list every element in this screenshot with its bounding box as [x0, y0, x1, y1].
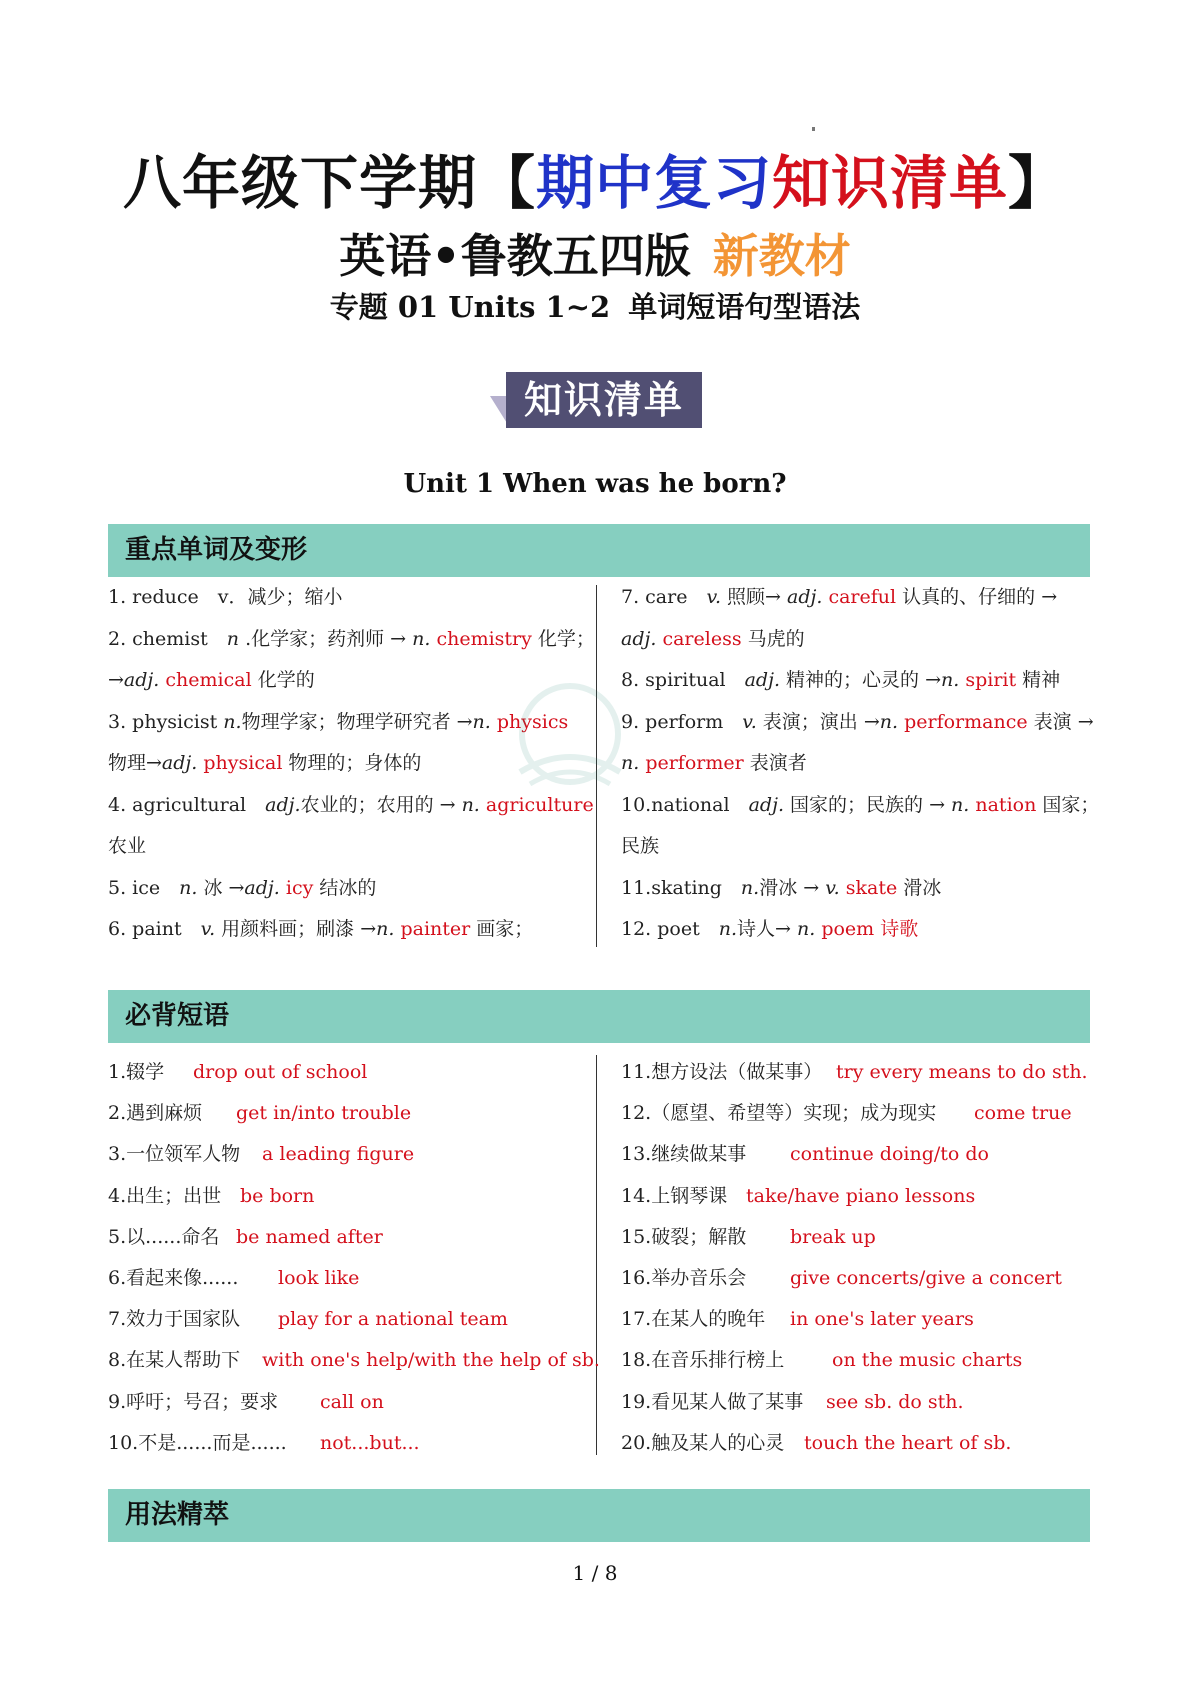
phrase-chinese: 11.想方设法（做某事） [621, 1061, 823, 1083]
vocab-red1: careful [822, 586, 897, 608]
vocab-red1: painter [394, 918, 471, 940]
section-bar-phrases [108, 990, 1090, 1043]
phrase-english: with one's help/with the help of sb. [262, 1349, 600, 1372]
phrase-english: in one's later years [790, 1308, 974, 1331]
phrase-english-line [804, 1430, 1011, 1456]
vocab-pos1: v. [742, 710, 757, 733]
vocab-pre: 物理→ [108, 752, 162, 774]
stray-dot [812, 127, 815, 131]
vocab-post: 精神 [1016, 669, 1061, 691]
vocab-red1: chemistry [430, 627, 532, 650]
vocab-post: 滑冰 [897, 876, 942, 899]
vocab-pre: 11.skating [621, 876, 741, 899]
vocab-pos1: n. [621, 752, 640, 774]
vocab-red1: nation [969, 793, 1037, 816]
vocab-red1: skate [839, 876, 898, 899]
section-bar-usage [108, 1489, 1090, 1542]
vocab-mid1: 用颜料画；刷漆 → [215, 918, 377, 940]
page-subtitle [0, 228, 1190, 284]
vocab-pre: 6. paint [108, 918, 201, 940]
section-title-usage: 用法精萃 [125, 1500, 230, 1530]
vocab-pos2: n. [376, 918, 395, 940]
phrase-english-line [240, 1183, 314, 1209]
vocab-red1: physics [490, 710, 569, 733]
vocab-pre: 8. spiritual [621, 669, 745, 691]
vocab-post: 化学； [531, 627, 595, 650]
phrase-english-line [746, 1183, 975, 1209]
vocab-red1: icy [279, 876, 314, 899]
phrase-english-line [790, 1224, 876, 1250]
phrase-english: get in/into trouble [236, 1102, 412, 1125]
phrase-chinese: 4.出生；出世 [108, 1184, 222, 1207]
vocab-mid1: 国家的；民族的 → [784, 793, 952, 816]
vocab-post: 表演 → [1027, 710, 1094, 733]
vocab-pos1: n. [740, 876, 760, 899]
vocab-red1: performer [639, 752, 744, 774]
page-title [0, 148, 1190, 218]
title-part-2: 期中复习 [535, 149, 772, 217]
vocab-line [108, 750, 421, 776]
phrase-chinese: 14.上钢琴课 [621, 1184, 728, 1207]
vocab-pre: 9. perform [621, 710, 743, 733]
vocab-pos1: v. [706, 586, 721, 608]
vocab-pre: 1. reduce v．减少；缩小 [108, 586, 343, 608]
phrase-chinese: 10.不是......而是...... [108, 1431, 287, 1454]
phrase-chinese: 7.效力于国家队 [108, 1308, 241, 1331]
phrase-english-line [790, 1306, 974, 1332]
vocab-red1: spirit [959, 669, 1017, 691]
unit-title: Unit 1 When was he born? [403, 469, 787, 499]
vocab-mid1: .化学家；药剂师 → [239, 627, 413, 650]
vocab-pre: → [108, 669, 124, 691]
phrase-english-line [278, 1265, 359, 1291]
vocab-pos1: n. [718, 918, 738, 940]
vocab-line [108, 916, 533, 942]
section-title-vocab: 重点单词及变形 [125, 535, 308, 565]
phrase-english-line [320, 1430, 420, 1456]
vocab-line [108, 626, 595, 652]
vocab-post: 认真的、仔细的 → [896, 586, 1058, 608]
phrase-english-line [790, 1265, 1062, 1291]
vocab-red1: performance [898, 710, 1028, 733]
vocab-pos2: n. [941, 669, 960, 691]
phrase-english-line [790, 1141, 989, 1167]
vocab-line [108, 584, 343, 610]
phrase-english: be born [240, 1184, 315, 1207]
phrase-english-line [320, 1389, 384, 1415]
vocab-pos2: n. [461, 793, 480, 816]
vocab-pre: 2. chemist [108, 627, 227, 650]
vocab-line [621, 584, 1057, 610]
vocab-mid1: 精神的；心灵的 → [780, 669, 942, 691]
section-title-phrases: 必背短语 [125, 1001, 230, 1031]
phrase-english: continue doing/to do [790, 1143, 989, 1166]
phrase-english: on the music charts [832, 1349, 1023, 1372]
vocab-pos1: adj. [161, 752, 198, 774]
phrase-english: be named after [236, 1225, 383, 1248]
vocab-pre: 12. poet [621, 918, 719, 940]
book-logo-icon [490, 672, 650, 802]
subtitle-main: 英语•鲁教五四版 [339, 229, 691, 283]
phrase-english: come true [974, 1102, 1072, 1125]
page-number: 1 / 8 [572, 1561, 618, 1585]
title-part-3: 知识清单 [772, 149, 1009, 217]
phrase-chinese: 1.辍学 [108, 1061, 165, 1083]
vocab-post: 结冰的 [313, 876, 377, 899]
phrases-column-divider [596, 1055, 597, 1455]
vocab-red1: chemical [159, 669, 252, 691]
vocab-pos1: adj. [265, 793, 301, 816]
phrase-english-line [278, 1306, 508, 1332]
vocab-pos2: adj. [244, 876, 280, 899]
phrase-english-line [193, 1059, 367, 1085]
phrase-chinese: 3.一位领军人物 [108, 1143, 241, 1166]
phrase-english: break up [790, 1225, 876, 1248]
vocab-pre: 4. agricultural [108, 793, 266, 816]
badge-label: 知识清单 [506, 372, 702, 428]
vocab-pos1: v. [200, 918, 216, 940]
vocab-mid1: 冰 → [197, 876, 245, 899]
vocab-pos1: n. [223, 710, 242, 733]
vocab-post: 化学的 [251, 669, 315, 691]
phrase-english-line [974, 1100, 1072, 1126]
phrase-chinese: 20.触及某人的心灵 [621, 1431, 785, 1454]
phrase-english: call on [320, 1390, 384, 1413]
phrase-english: a leading figure [262, 1143, 415, 1166]
phrase-chinese: 19.看见某人做了某事 [621, 1390, 804, 1413]
phrase-chinese: 16.举办音乐会 [621, 1267, 747, 1289]
vocab-line [621, 875, 941, 901]
vocab-mid1: 滑冰 → [759, 876, 826, 899]
vocab-red1: careless [656, 627, 742, 650]
subtitle-accent: 新教材 [712, 229, 851, 283]
title-part-4: 】 [1008, 149, 1068, 217]
vocab-pos2: n. [879, 710, 899, 733]
vocab-pos2: adj. [787, 586, 823, 608]
phrase-chinese: 5.以......命名 [108, 1225, 220, 1248]
phrase-chinese: 13.继续做某事 [621, 1143, 747, 1166]
phrase-english: take/have piano lessons [746, 1184, 976, 1207]
vocab-line [108, 833, 146, 859]
phrase-english-line [836, 1059, 1088, 1085]
vocab-pos1: n [226, 627, 240, 650]
phrase-chinese: 18.在音乐排行榜上 [621, 1349, 785, 1372]
vocab-post: 马虎的 [741, 627, 805, 650]
vocab-red1: physical [197, 752, 283, 774]
vocab-pos2: n. [472, 710, 491, 733]
vocab-mid1: 农业的；农用的 → [300, 793, 462, 816]
vocab-line [108, 875, 376, 901]
vocab-pos1: adj. [748, 793, 784, 816]
phrase-english: try every means to do sth. [836, 1061, 1088, 1083]
vocab-mid1: 照顾→ [721, 586, 787, 608]
phrase-english: drop out of school [193, 1061, 368, 1083]
phrase-chinese: 8.在某人帮助下 [108, 1349, 241, 1372]
section-bar-vocab [108, 524, 1090, 577]
phrase-chinese: 6.看起来像...... [108, 1267, 239, 1289]
vocab-line [621, 792, 1099, 818]
vocab-post: 物理的；身体的 [282, 752, 422, 774]
vocab-red1: agriculture [479, 793, 594, 816]
vocab-line [108, 667, 315, 693]
vocab-pre: 5. ice [108, 876, 180, 899]
phrase-english-line [826, 1389, 964, 1415]
phrase-english-line [236, 1100, 411, 1126]
vocab-pre: 3. physicist [108, 710, 224, 733]
vocab-line [621, 667, 1060, 693]
phrase-english: not...but... [320, 1431, 420, 1454]
topic-right: 单词短语句型语法 [628, 290, 861, 324]
vocab-mid1: 物理学家；物理学研究者 → [241, 710, 473, 733]
phrase-chinese: 17.在某人的晚年 [621, 1308, 766, 1331]
vocab-line [621, 833, 659, 859]
vocab-mid1: 表演；演出 → [756, 710, 880, 733]
topic-left: 专题 01 Units 1~2 [329, 290, 611, 324]
phrase-english: play for a national team [278, 1308, 508, 1331]
vocab-pos1: adj. [621, 627, 657, 650]
vocab-pos2: n. [951, 793, 970, 816]
phrase-english: see sb. do sth. [826, 1390, 964, 1413]
vocab-pos1: n. [179, 876, 198, 899]
vocab-mid1: 诗人→ [737, 918, 797, 940]
vocab-pre: 农业 [108, 835, 147, 857]
vocab-pre: 7. care [621, 586, 707, 608]
phrase-english-line [236, 1224, 383, 1250]
vocab-pos2: n. [412, 627, 431, 650]
topic-line [0, 289, 1190, 325]
phrase-english: touch the heart of sb. [804, 1431, 1012, 1454]
vocab-pos2: n. [797, 918, 816, 940]
phrase-chinese: 12.（愿望、希望等）实现；成为现实 [621, 1102, 937, 1125]
phrase-english: look like [278, 1267, 360, 1289]
vocab-pre: 民族 [621, 835, 660, 857]
phrase-chinese: 15.破裂；解散 [621, 1225, 747, 1248]
vocab-post: 国家； [1036, 793, 1100, 816]
vocab-line [621, 626, 805, 652]
knowledge-badge [490, 372, 702, 428]
vocab-pre: 10.national [621, 793, 749, 816]
phrase-english-line [262, 1141, 414, 1167]
phrase-english-line [832, 1347, 1022, 1373]
vocab-red1: poem 诗歌 [815, 918, 919, 940]
vocab-pos1: adj. [744, 669, 781, 691]
vocab-post: 表演者 [743, 752, 807, 774]
vocab-line [621, 916, 918, 942]
phrase-chinese: 2.遇到麻烦 [108, 1102, 203, 1125]
phrase-chinese: 9.呼吁；号召；要求 [108, 1390, 279, 1413]
phrase-english-line [262, 1347, 600, 1373]
vocab-line [621, 709, 1094, 735]
vocab-pos2: v. [825, 876, 840, 899]
phrase-english: give concerts/give a concert [790, 1267, 1062, 1289]
vocab-pos1: adj. [123, 669, 160, 691]
title-part-1: 八年级下学期【 [122, 149, 536, 217]
vocab-post: 画家； [470, 918, 534, 940]
